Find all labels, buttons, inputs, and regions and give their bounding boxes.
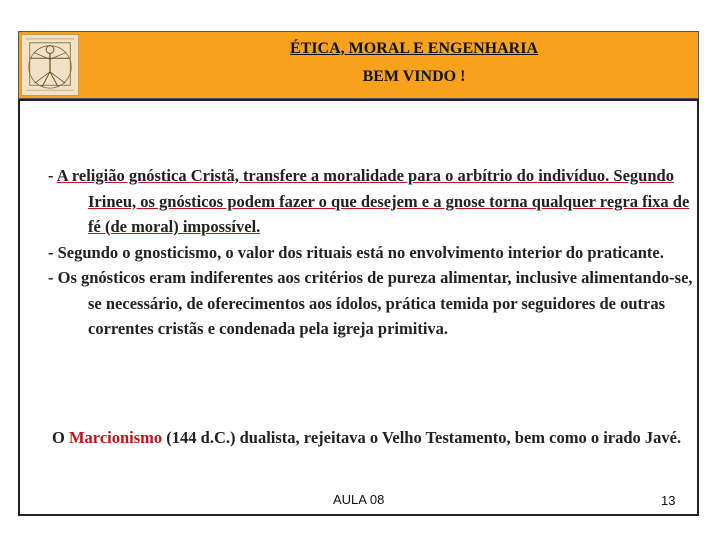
bullet-text-2: Segundo o gnosticismo, o valor dos rituais está no envolvimento interior do praticante.: [57, 242, 664, 262]
bullet-item-1: [48, 163, 693, 240]
marcion-highlight: Marcionismo: [68, 428, 163, 447]
bullet-dash: -: [48, 166, 57, 185]
bullet-dash: -: [48, 268, 58, 287]
page-number: 13: [661, 493, 676, 508]
bullet-list: [48, 163, 693, 342]
page-title: ÉTICA, MORAL E ENGENHARIA: [289, 40, 539, 57]
bullet-text-3: Os gnósticos eram indiferentes aos critérios de pureza alimentar, inclusive alimentando-se, se necessário, de oferecimentos aos ídolos, prática temida por seguidores de outras correntes cristãs e condenada pela igreja primitiva.: [57, 268, 693, 338]
marcion-rest: (144 d.C.) dualista, rejeitava o Velho Testamento, bem como o irado Javé.: [162, 428, 682, 447]
bullet-item-2: [48, 240, 693, 266]
content-frame: [18, 99, 699, 516]
marcionism-paragraph: [52, 425, 682, 451]
page-subtitle: BEM VINDO !: [362, 68, 466, 85]
bullet-text-1: A religião gnóstica Cristã, transfere a moralidade para o arbítrio do indivíduo. Segundo Irineu, os gnósticos podem fazer o que desejem e a gnose torna qualquer regra fixa de fé (de moral) impossível.: [56, 166, 690, 236]
bullet-item-3: [48, 265, 693, 342]
header-banner: [18, 31, 699, 99]
footer-label: AULA 08: [333, 492, 385, 507]
marcion-prefix: O: [52, 428, 69, 447]
bullet-dash: -: [48, 242, 58, 262]
vitruvian-man-icon: [21, 34, 79, 96]
